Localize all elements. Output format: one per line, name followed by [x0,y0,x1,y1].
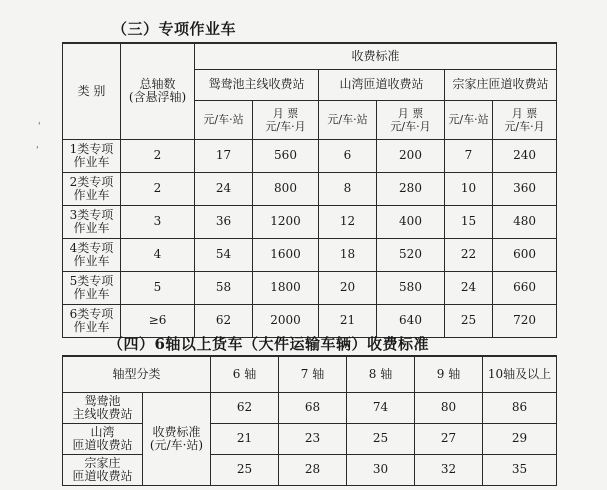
row-category: 5类专项 作业车 [63,271,121,304]
scan-mark: ' [38,122,41,132]
fee-cell: 24 [445,271,493,304]
fee-cell: 27 [415,423,483,454]
header-axle-count: 8 轴 [347,356,415,392]
fee-cell: 74 [347,392,415,423]
fee-cell: 17 [195,139,253,172]
table-row [63,454,557,485]
header-axle-count: 10轴及以上 [483,356,557,392]
fee-cell: 86 [483,392,557,423]
header-station: 鸳鸯池主线收费站 [195,69,319,100]
row-axles: 4 [121,238,195,271]
fee-cell: 280 [377,172,445,205]
row-station: 宗家庄 匝道收费站 [63,454,143,485]
fee-cell: 25 [211,454,279,485]
fee-cell: 36 [195,205,253,238]
fee-cell: 360 [493,172,557,205]
fee-cell: 30 [347,454,415,485]
fee-cell: 720 [493,304,557,337]
fee-cell: 1200 [253,205,319,238]
header-axle-count: 7 轴 [279,356,347,392]
header-axle-count: 6 轴 [211,356,279,392]
fee-cell: 62 [211,392,279,423]
header-per-trip: 元/车·站 [195,100,253,139]
header-category: 类 别 [63,43,121,139]
fee-cell: 580 [377,271,445,304]
fee-cell: 18 [319,238,377,271]
fee-cell: 1600 [253,238,319,271]
fee-cell: 21 [211,423,279,454]
header-fee-standard: 收费标准 [195,43,557,69]
table-row [63,205,557,238]
fee-cell: 58 [195,271,253,304]
header-axles: 总轴数 (含悬浮轴) [121,43,195,139]
table-row [63,423,557,454]
fee-cell: 560 [253,139,319,172]
fee-cell: 400 [377,205,445,238]
header-station: 山湾匝道收费站 [319,69,445,100]
row-category: 1类专项 作业车 [63,139,121,172]
fee-cell: 2000 [253,304,319,337]
fee-cell: 12 [319,205,377,238]
header-axle-count: 9 轴 [415,356,483,392]
row-axles: ≥6 [121,304,195,337]
fee-cell: 800 [253,172,319,205]
fee-standard-label: 收费标准 (元/车·站) [143,392,211,485]
fee-cell: 20 [319,271,377,304]
fee-cell: 240 [493,139,557,172]
fee-cell: 1800 [253,271,319,304]
fee-cell: 22 [445,238,493,271]
row-category: 6类专项 作业车 [63,304,121,337]
row-category: 4类专项 作业车 [63,238,121,271]
row-station: 鸳鸯池 主线收费站 [63,392,143,423]
oversize-truck-fee-table [62,355,557,486]
fee-cell: 200 [377,139,445,172]
fee-cell: 480 [493,205,557,238]
table-row [63,392,557,423]
fee-cell: 28 [279,454,347,485]
table-row [63,139,557,172]
header-monthly: 月 票 元/车·月 [253,100,319,139]
fee-cell: 68 [279,392,347,423]
fee-cell: 32 [415,454,483,485]
fee-cell: 25 [445,304,493,337]
header-station: 宗家庄匝道收费站 [445,69,557,100]
header-monthly: 月 票 元/车·月 [377,100,445,139]
fee-cell: 640 [377,304,445,337]
fee-cell: 520 [377,238,445,271]
row-axles: 2 [121,139,195,172]
fee-cell: 54 [195,238,253,271]
fee-cell: 80 [415,392,483,423]
fee-cell: 8 [319,172,377,205]
fee-cell: 23 [279,423,347,454]
special-vehicle-fee-table [62,42,557,338]
header-monthly: 月 票 元/车·月 [493,100,557,139]
section-3-title: （三）专项作业车 [112,20,237,38]
header-axle-type: 轴型分类 [63,356,211,392]
row-station: 山湾 匝道收费站 [63,423,143,454]
table-row [63,238,557,271]
fee-cell: 660 [493,271,557,304]
table-row [63,271,557,304]
header-per-trip: 元/车·站 [319,100,377,139]
row-axles: 5 [121,271,195,304]
table-row [63,172,557,205]
row-axles: 2 [121,172,195,205]
fee-cell: 21 [319,304,377,337]
fee-cell: 15 [445,205,493,238]
scan-mark: ' [36,146,39,156]
header-per-trip: 元/车·站 [445,100,493,139]
fee-cell: 24 [195,172,253,205]
fee-cell: 10 [445,172,493,205]
fee-cell: 62 [195,304,253,337]
fee-cell: 35 [483,454,557,485]
row-category: 2类专项 作业车 [63,172,121,205]
fee-cell: 7 [445,139,493,172]
row-axles: 3 [121,205,195,238]
fee-cell: 600 [493,238,557,271]
fee-cell: 6 [319,139,377,172]
section-4-title: （四）6轴以上货车（大件运输车辆）收费标准 [108,335,429,353]
fee-cell: 25 [347,423,415,454]
row-category: 3类专项 作业车 [63,205,121,238]
fee-cell: 29 [483,423,557,454]
